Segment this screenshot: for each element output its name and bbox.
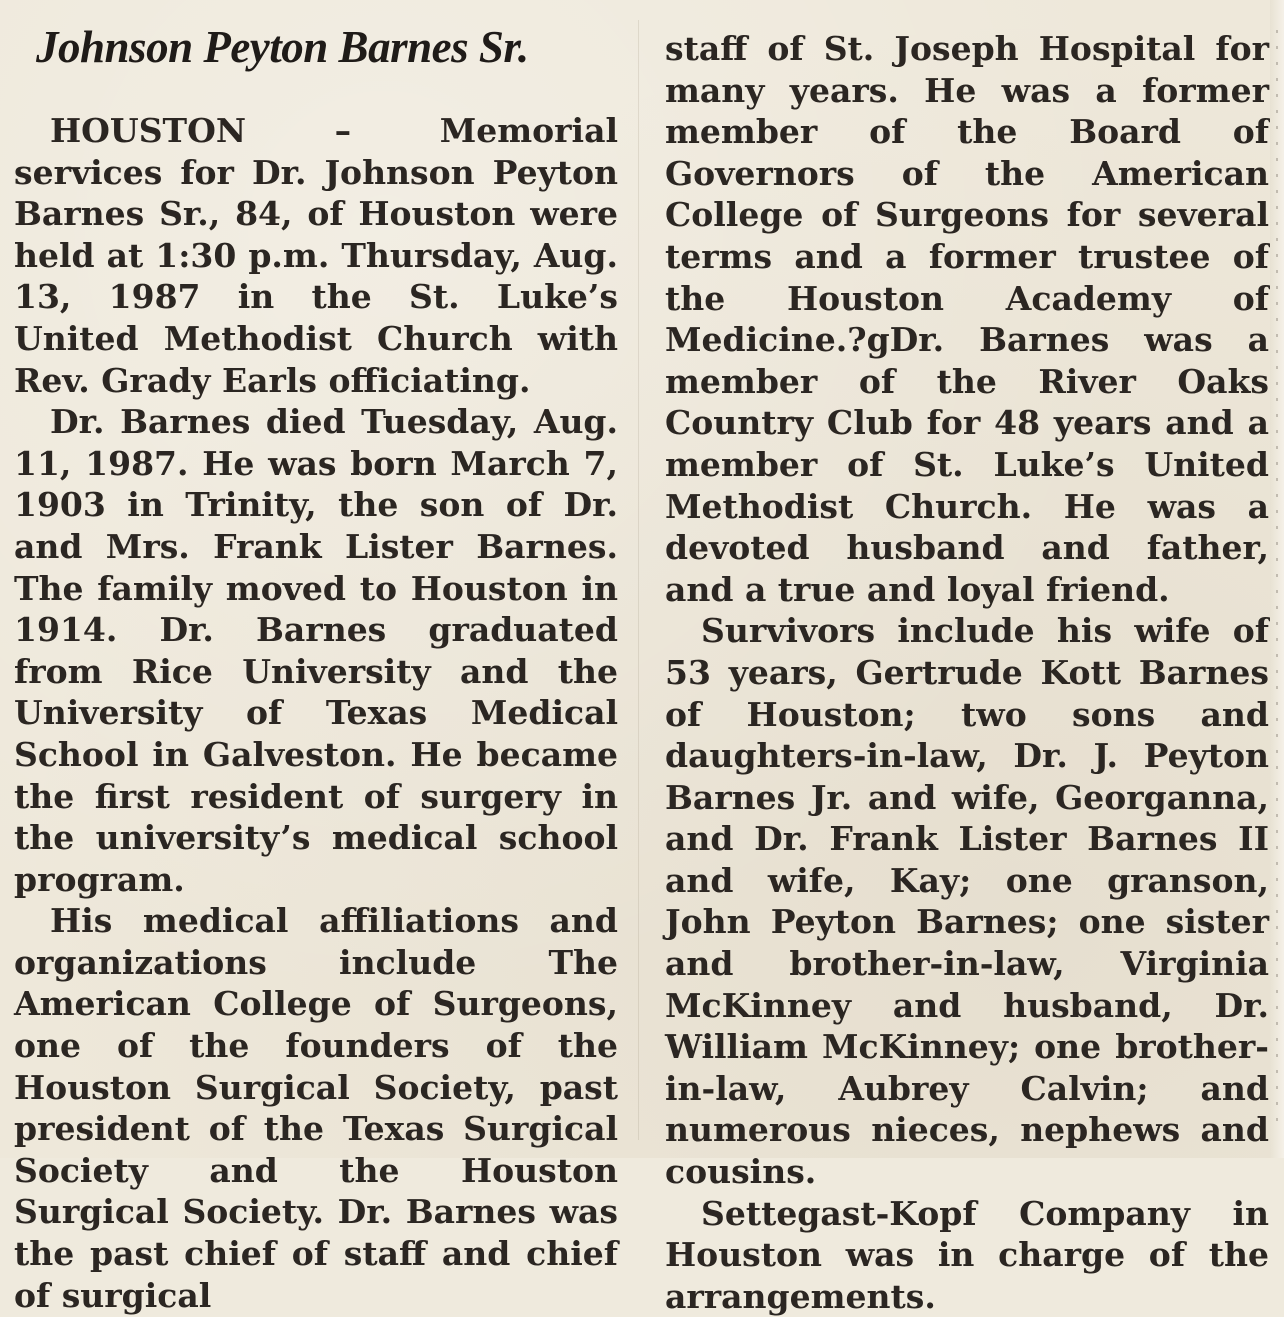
paragraph-survivors: Survivors include his wife of 53 years, Gertrude Kott Barnes of Houston; two sons and daughters-in-law, Dr. J. Peyton Barnes Jr. and wife, Georganna, and Dr. Frank Lister Barnes II and wife, Kay; one granson, John Peyton Barnes; one sister and brother-in-law, Virginia McKinney and husband, Dr. William McKinney; one brother-in-law, Aubrey Calvin; and numerous nieces, nephews and cousins. [665, 611, 1269, 1192]
paragraph-memorial-services: HOUSTON – Memorial services for Dr. Johnson Peyton Barnes Sr., 84, of Houston were held at 1:30 p.m. Thursday, Aug. 13, 1987 in the St. Luke’s United Methodist Church with Rev. Grady Earls officiating. [14, 111, 618, 400]
paragraph-arrangements: Settegast-Kopf Company in Houston was in charge of the arrangements. [665, 1193, 1269, 1316]
paragraph-affiliations-continued: staff of St. Joseph Hospital for many years. He was a former member of the Board of Governors of the American College of Surgeons for several terms and a former trustee of the Houston Academy of Medicine.?gDr. Barnes was a member of the River Oaks Country Club for 48 years and a member of St. Luke’s United Methodist Church. He was a devoted husband and father, and a true and loyal friend. [665, 29, 1269, 609]
paragraph-affiliations: His medical affiliations and organizations include The American College of Surgeons, one of the founders of the Houston Surgical Society, past president of the Texas Surgical Society and the Houston Surgical Society. Dr. Barnes was the past chief of staff and chief of surgical [14, 901, 618, 1315]
obituary-headline: Johnson Peyton Barnes Sr. [36, 22, 529, 72]
clipping-edge-marks [1276, 30, 1278, 1130]
column-divider [638, 20, 639, 1140]
left-column [14, 22, 618, 1316]
paragraph-biography: Dr. Barnes died Tuesday, Aug. 11, 1987. He was born March 7, 1903 in Trinity, the son of Dr. and Mrs. Frank Lister Barnes. The family moved to Houston in 1914. Dr. Barnes graduated from Rice University and the University of Texas Medical School in Galveston. He became the first resident of surgery in the university’s medical school program. [14, 402, 618, 899]
right-column [665, 28, 1269, 1317]
